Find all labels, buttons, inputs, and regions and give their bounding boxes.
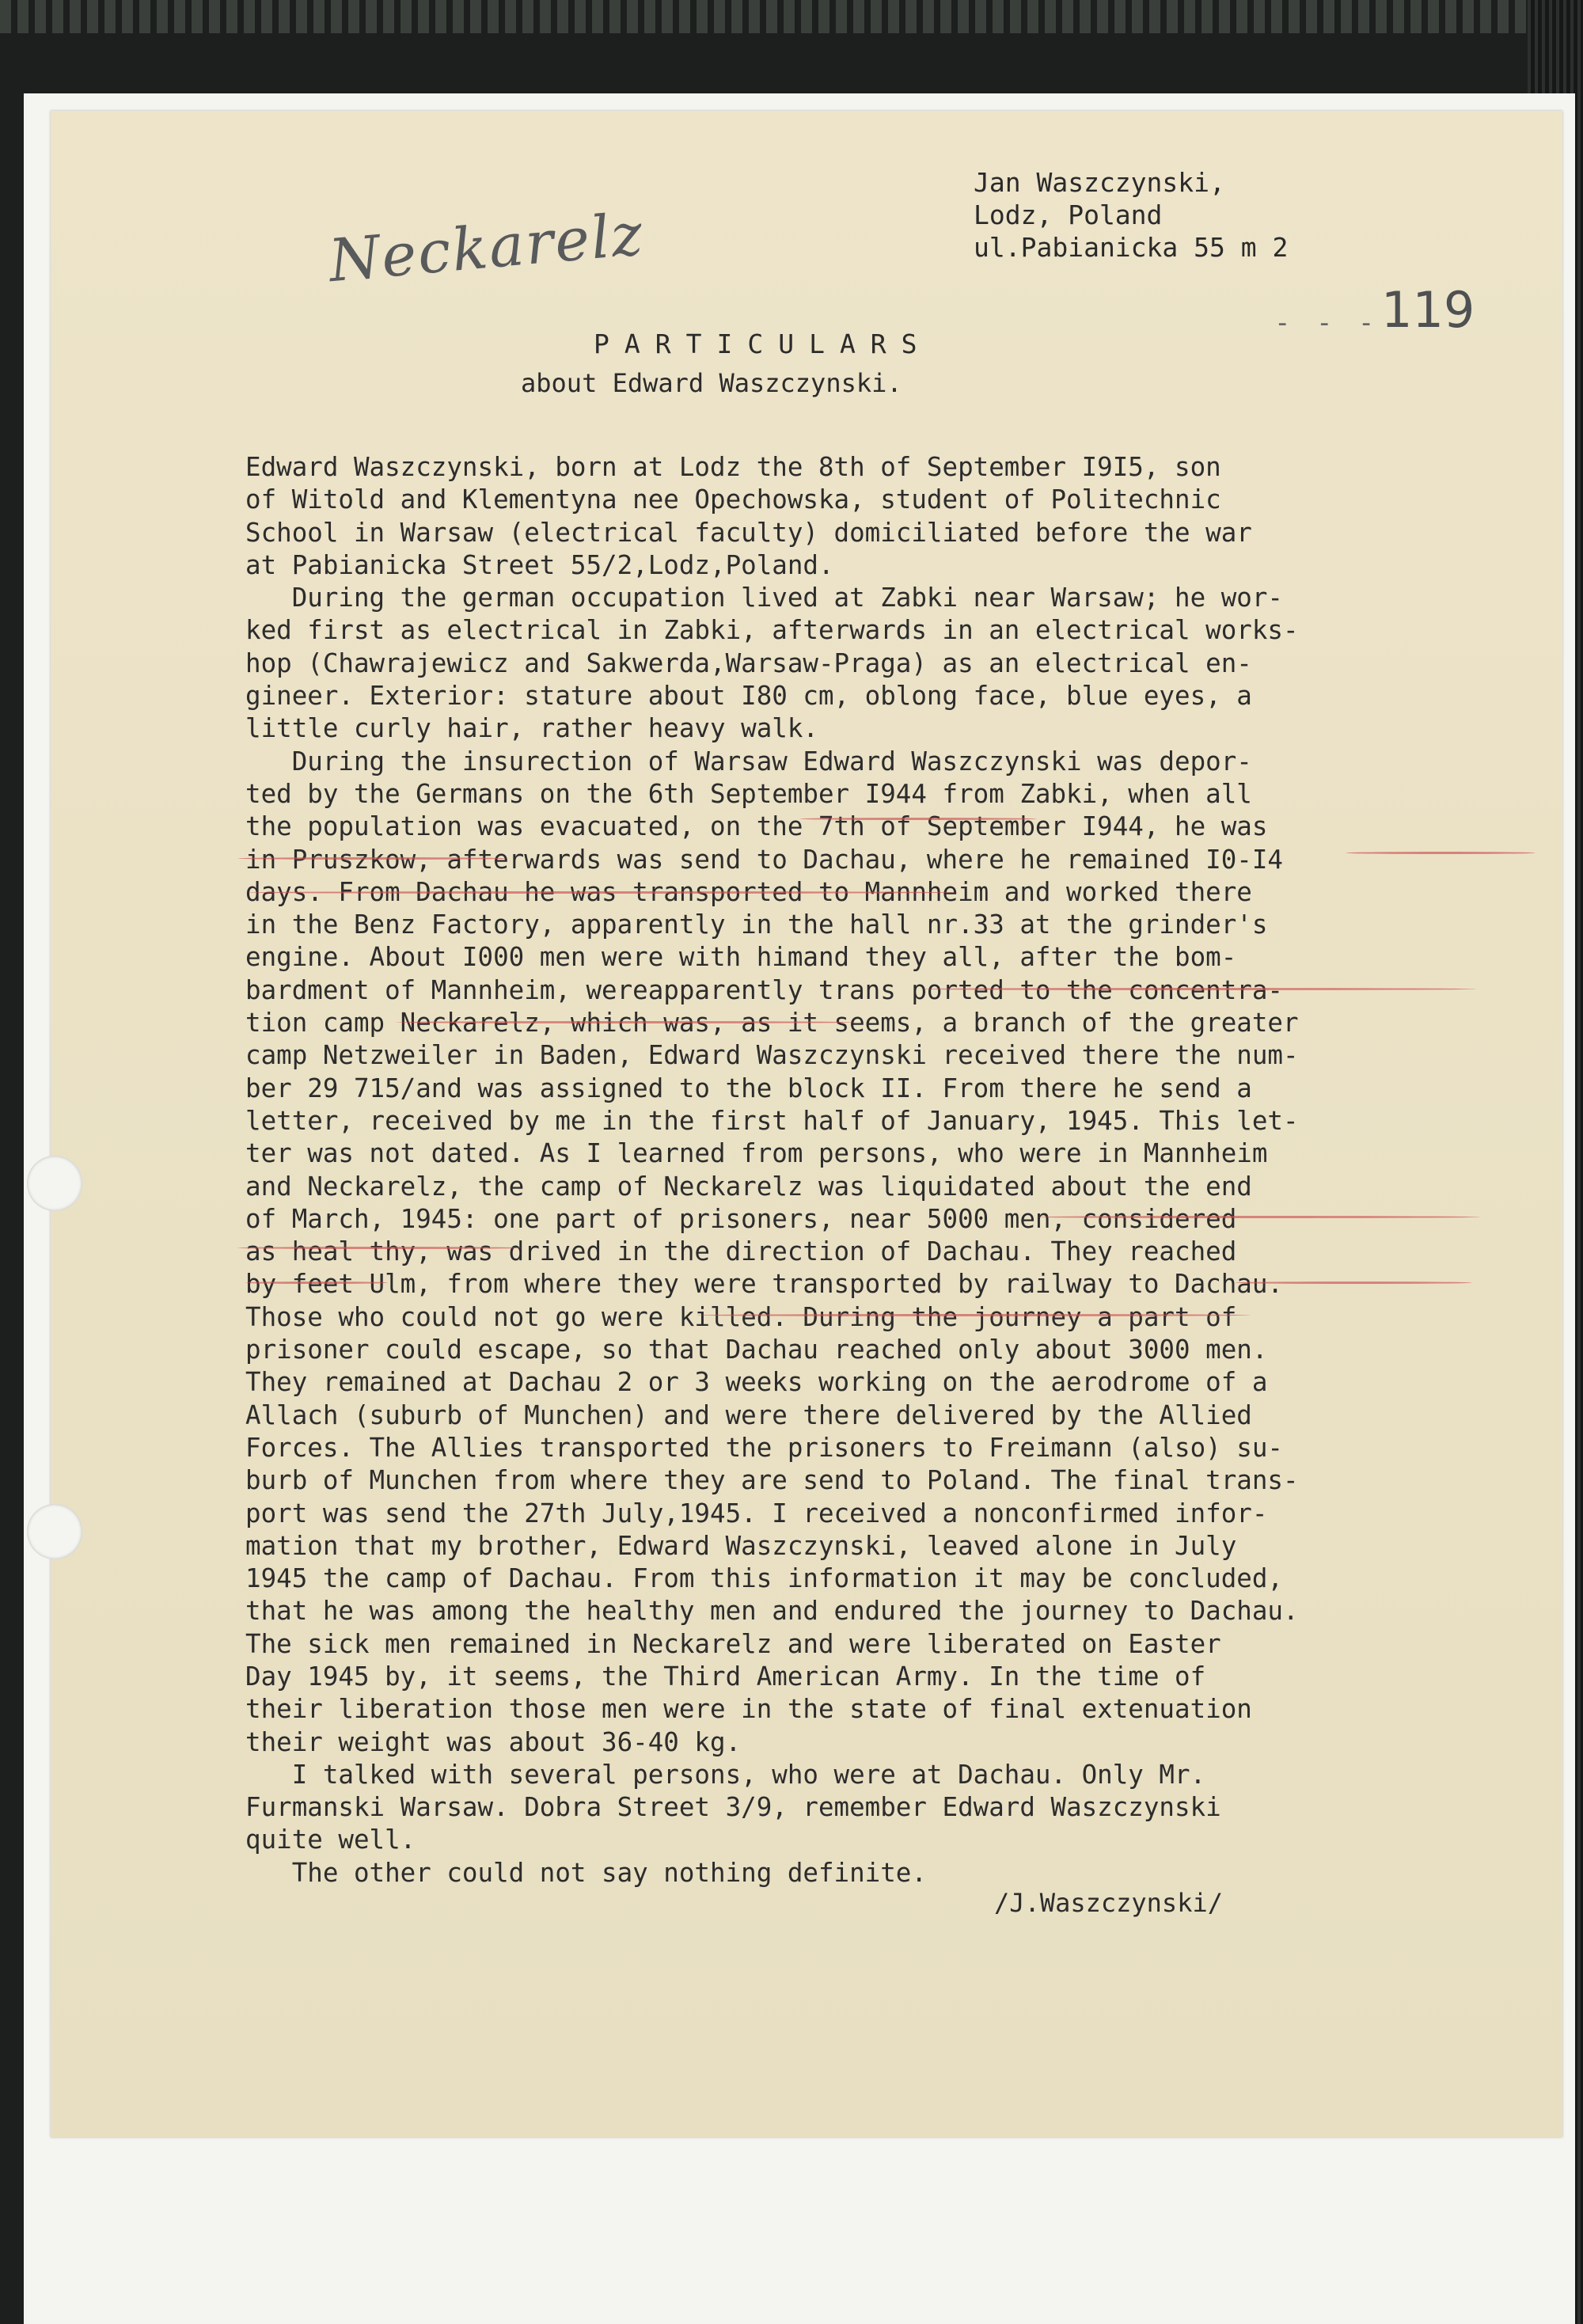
- body-line: During the insurection of Warsaw Edward Waszczynski was depor-: [245, 746, 1252, 777]
- signature: /J.Waszczynski/: [994, 1888, 1223, 1918]
- body-line: The other could not say nothing definite.: [245, 1857, 927, 1888]
- letter-body: [245, 451, 1543, 1889]
- body-line: Forces. The Allies transported the prisoners to Freimann (also) su-: [245, 1432, 1283, 1463]
- body-line: Day 1945 by, it seems, the Third American Army. In the time of: [245, 1661, 1206, 1692]
- body-line: They remained at Dachau 2 or 3 weeks working on the aerodrome of a: [245, 1367, 1268, 1398]
- body-line: by feet Ulm, from where they were transported by railway to Dachau.: [245, 1269, 1283, 1300]
- body-line: port was send the 27th July,1945. I received a nonconfirmed infor-: [245, 1498, 1268, 1528]
- body-line: ked first as electrical in Zabki, afterwards in an electrical works-: [245, 615, 1299, 646]
- red-underline-mark: [697, 1314, 1251, 1316]
- body-line: Those who could not go were killed. During the journey a part of: [245, 1301, 1237, 1332]
- body-line: as heal thy, was drived in the direction of Dachau. They reached: [245, 1236, 1237, 1267]
- body-line: bardment of Mannheim, wereapparently trans ported to the concentra-: [245, 974, 1283, 1005]
- body-line: tion camp Neckarelz, which was, as it seems, a branch of the greater: [245, 1008, 1299, 1039]
- document-subheading: about Edward Waszczynski.: [521, 368, 902, 398]
- body-line: quite well.: [245, 1825, 416, 1855]
- handwritten-place-note: Neckarelz: [326, 199, 647, 296]
- body-line: gineer. Exterior: stature about I80 cm, oblong face, blue eyes, a: [245, 681, 1252, 712]
- body-line: prisoner could escape, so that Dachau reached only about 3000 men.: [245, 1335, 1268, 1365]
- body-line: at Pabianicka Street 55/2,Lodz,Poland.: [245, 549, 834, 580]
- body-line: ted by the Germans on the 6th September I944 from Zabki, when all: [245, 778, 1252, 809]
- body-line: The sick men remained in Neckarelz and were liberated on Easter: [245, 1628, 1221, 1659]
- body-line: Furmanski Warsaw. Dobra Street 3/9, remember Edward Waszczynski: [245, 1792, 1221, 1823]
- sender-city: Lodz, Poland: [974, 199, 1163, 230]
- red-underline-mark: [799, 818, 1037, 820]
- body-line: in the Benz Factory, apparently in the hall nr.33 at the grinder's: [245, 909, 1268, 940]
- body-line: the population was evacuated, on the 7th of September I944, he was: [245, 811, 1268, 842]
- body-line: camp Netzweiler in Baden, Edward Waszczynski received there the num-: [245, 1040, 1299, 1071]
- body-line: hop (Chawrajewicz and Sakwerda,Warsaw-Praga) as an electrical en-: [245, 647, 1252, 678]
- body-line: Edward Waszczynski, born at Lodz the 8th of September I9I5, son: [245, 452, 1221, 482]
- sender-address: [974, 166, 1288, 264]
- body-line: letter, received by me in the first half of January, 1945. This let-: [245, 1105, 1299, 1136]
- body-line: that he was among the healthy men and endured the journey to Dachau.: [245, 1596, 1299, 1627]
- body-line: their liberation those men were in the state of final extenuation: [245, 1694, 1252, 1725]
- body-line: 1945 the camp of Dachau. From this information it may be concluded,: [245, 1563, 1283, 1594]
- scan-film-edge-top: [0, 0, 1583, 33]
- document-heading: PARTICULARS: [594, 328, 932, 359]
- red-underline-mark: [237, 1247, 522, 1249]
- body-line: ber 29 715/and was assigned to the block II. From there he send a: [245, 1073, 1252, 1103]
- margin-dashes: - - -: [1274, 307, 1380, 339]
- body-line: mation that my brother, Edward Waszczynski, leaved alone in July: [245, 1530, 1237, 1561]
- red-underline-mark: [922, 988, 1476, 990]
- body-line: of March, 1945: one part of prisoners, near 5000 men, considered: [245, 1203, 1237, 1234]
- body-line: engine. About I000 men were with himand they all, after the bom-: [245, 942, 1237, 973]
- body-line: burb of Munchen from where they are send to Poland. The final trans-: [245, 1465, 1299, 1496]
- body-line: and Neckarelz, the camp of Neckarelz was liquidated about the end: [245, 1171, 1252, 1202]
- red-underline-mark: [245, 891, 958, 894]
- body-line: little curly hair, rather heavy walk.: [245, 713, 818, 744]
- page-number: 119: [1381, 281, 1475, 339]
- red-underline-mark: [1346, 852, 1536, 854]
- red-underline-mark: [245, 1282, 388, 1284]
- body-line: During the german occupation lived at Zabki near Warsaw; he wor-: [245, 583, 1283, 613]
- red-underline-mark: [1235, 1282, 1472, 1284]
- body-line: of Witold and Klementyna nee Opechowska, student of Politechnic: [245, 484, 1221, 515]
- body-line: their weight was about 36-40 kg.: [245, 1726, 742, 1757]
- body-line: School in Warsaw (electrical faculty) domiciliated before the war: [245, 517, 1252, 548]
- body-line: in Pruszkow, afterwards was send to Dachau, where he remained I0-I4: [245, 844, 1283, 875]
- red-underline-mark: [237, 857, 507, 860]
- body-line: ter was not dated. As I learned from persons, who were in Mannheim: [245, 1138, 1268, 1169]
- red-underline-mark: [1037, 1216, 1480, 1218]
- sender-name: Jan Waszczynski,: [974, 167, 1225, 198]
- red-underline-mark: [396, 1021, 855, 1023]
- sender-street: ul.Pabianicka 55 m 2: [974, 232, 1289, 263]
- punch-hole-icon: [27, 1504, 82, 1559]
- body-line: Allach (suburb of Munchen) and were there delivered by the Allied: [245, 1399, 1252, 1430]
- punch-hole-icon: [27, 1156, 82, 1211]
- body-line: days. From Dachau he was transported to Mannheim and worked there: [245, 876, 1252, 907]
- body-line: I talked with several persons, who were at Dachau. Only Mr.: [245, 1759, 1206, 1790]
